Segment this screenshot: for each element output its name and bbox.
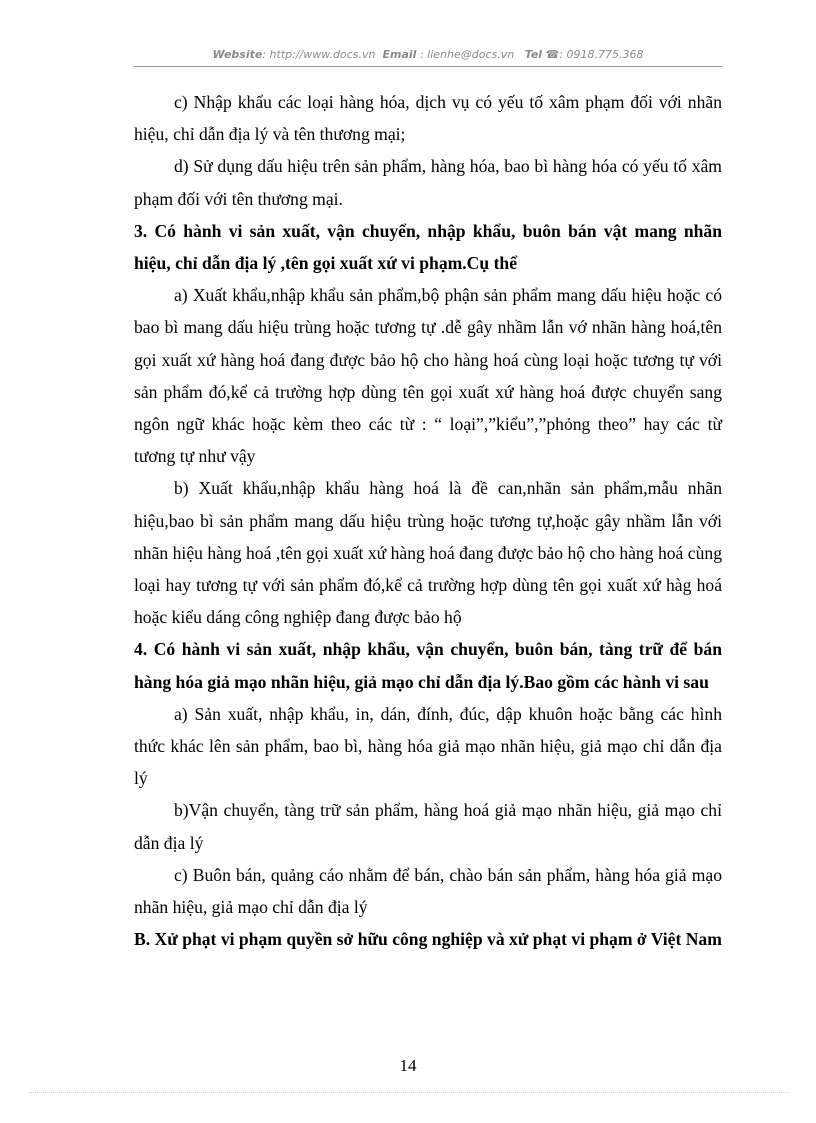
paragraph: c) Buôn bán, quảng cáo nhằm để bán, chào bán sản phẩm, hàng hóa giả mạo nhãn hiệu, giả mạo chỉ dẫn địa lý bbox=[134, 864, 722, 918]
paragraph: a) Xuất khẩu,nhập khẩu sản phẩm,bộ phận sản phẩm mang dấu hiệu hoặc có bao bì mang dấu hiệu trùng hoặc tương tự .dễ gây nhầm lẫn vớ nhãn hàng hoá,tên gọi xuất xứ hàng hoá đang được bảo hộ cho hàng hoá cùng loại hoặc tương tự với sản phẩm đó,kể cả trường hợp dùng tên gọi xuất xứ hàng hoá được chuyển sang ngôn ngữ khác hoặc kèm theo các từ : “ loại”,”kiểu”,”phỏng theo” hay các từ tương tự như vậy bbox=[134, 285, 722, 467]
section-heading: B. Xử phạt vi phạm quyền sở hữu công nghiệp và xử phạt vi phạm ở Việt Nam bbox=[134, 929, 722, 950]
paragraph: a) Sản xuất, nhập khẩu, in, dán, đính, đúc, dập khuôn hoặc bằng các hình thức khác lên sản phẩm, bao bì, hàng hóa giả mạo nhãn hiệu, giả mạo chỉ dẫn địa lý bbox=[134, 703, 722, 789]
page-bottom-divider bbox=[28, 1092, 788, 1093]
website-value: : http://www.docs.vn bbox=[262, 48, 376, 61]
tel-value: : 0918.775.368 bbox=[559, 48, 644, 61]
paragraph: c) Nhập khẩu các loại hàng hóa, dịch vụ có yếu tố xâm phạm đối với nhãn hiệu, chỉ dẫn địa lý và tên thương mại; bbox=[134, 92, 722, 145]
website-label: Website bbox=[212, 48, 263, 61]
paragraph: b) Xuất khẩu,nhập khẩu hàng hoá là đề can,nhãn sản phẩm,mẫu nhãn hiệu,bao bì sản phẩm mang dấu hiệu trùng hoặc tương tự,hoặc gây nhầm lẫn với nhãn hiệu hàng hoá ,tên gọi xuất xứ hàng hoá đang được bảo hộ cho hàng hoá cùng loại hay tương tự với sản phẩm đó,kể cả trường hợp dùng tên gọi xuất xứ hàg hoá hoặc kiểu dáng công nghiệp đang được bảo hộ bbox=[134, 478, 722, 628]
email-value: : lienhe@docs.vn bbox=[419, 48, 515, 61]
paragraph: d) Sử dụng dấu hiệu trên sản phẩm, hàng hóa, bao bì hàng hóa có yếu tố xâm phạm đối với tên thương mại. bbox=[134, 156, 722, 209]
email-label: Email bbox=[382, 48, 417, 61]
page-header bbox=[134, 46, 722, 67]
document-body bbox=[134, 86, 722, 955]
page-number: 14 bbox=[399, 1056, 417, 1075]
section-heading: 3. Có hành vi sản xuất, vận chuyển, nhập khẩu, buôn bán vật mang nhãn hiệu, chỉ dẫn địa lý ,tên gọi xuất xứ vi phạm.Cụ thể bbox=[134, 220, 722, 274]
phone-icon: ☎ bbox=[545, 48, 560, 61]
tel-label: Tel bbox=[524, 48, 543, 61]
paragraph: b)Vận chuyển, tàng trữ sản phẩm, hàng hoá giả mạo nhãn hiệu, giả mạo chỉ dẫn địa lý bbox=[134, 800, 722, 853]
section-heading: 4. Có hành vi sản xuất, nhập khẩu, vận chuyển, buôn bán, tàng trữ để bán hàng hóa giả mạo nhãn hiệu, giả mạo chỉ dẫn địa lý.Bao gồm các hành vi sau bbox=[134, 639, 722, 692]
